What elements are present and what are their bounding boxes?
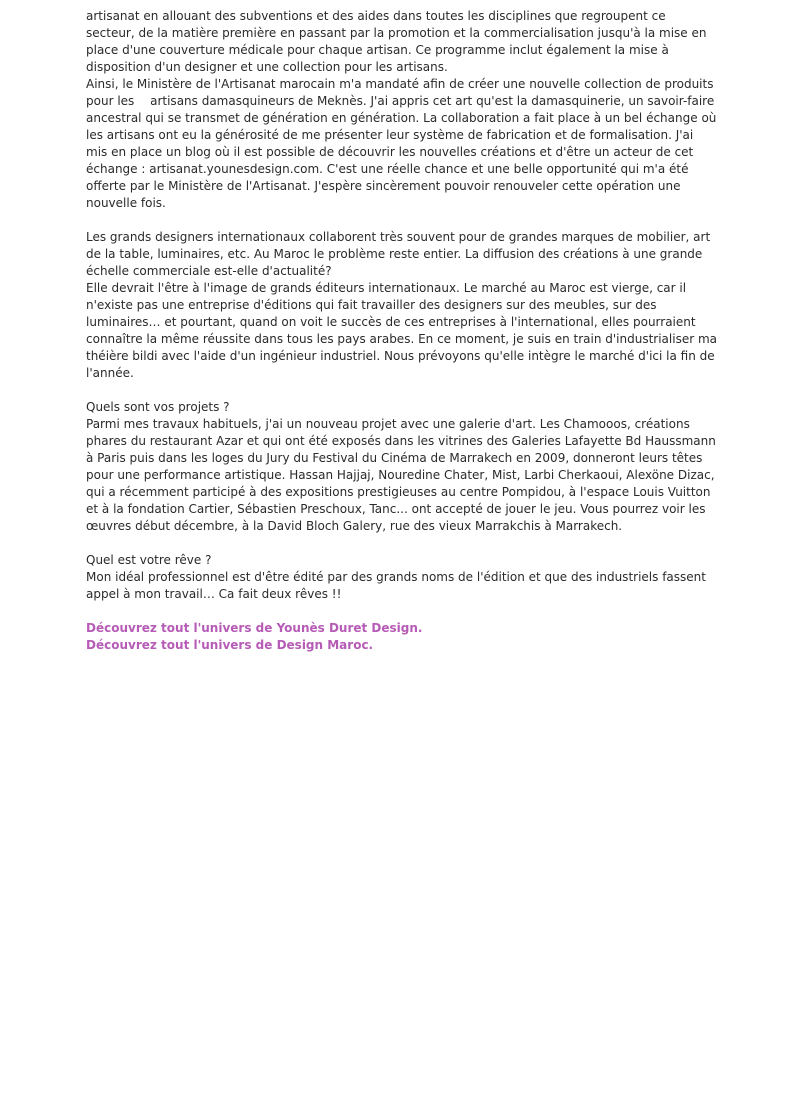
diffusion-question: Les grands designers internationaux collaborent très souvent pour de grandes marques de mobilier, art de la table, luminaires, etc. Au Maroc le problème reste entier. La diffusion des créations à une grande échelle commerciale est-elle d'actualité?: [86, 230, 711, 278]
reve-section: [86, 552, 718, 603]
projets-answer: Parmi mes travaux habituels, j'ai un nouveau projet avec une galerie d'art. Les Chamooos, créations phares du restaurant Azar et qui ont été exposés dans les vitrines des Galeries Lafayette Bd Haussmann à Paris puis dans les loges du Jury du Festival du Cinéma de Marrakech en 2009, donneront leurs têtes pour une performance artistique. Hassan Hajjaj, Nouredine Chater, Mist, Larbi Cherkaoui, Alexöne Dizac, qui a récemment participé à des expositions prestigieuses au centre Pompidou, à l'espace Louis Vuitton et à la fondation Cartier, Sébastien Preschoux, Tanc... ont accepté de jouer le jeu. Vous pourrez voir les œuvres début décembre, à la David Bloch Galery, rue des vieux Marrakchis à Marrakech.: [86, 417, 716, 533]
younes-duret-design-link[interactable]: Découvrez tout l'univers de Younès Duret Design.: [86, 621, 423, 635]
projets-question: Quels sont vos projets ?: [86, 400, 230, 414]
reve-question: Quel est votre rêve ?: [86, 553, 212, 567]
intro-paragraph-2-start: Ainsi, le Ministère de l'Artisanat marocain m'a mandaté afin de créer une nouvelle collection de produits pour les: [86, 77, 714, 108]
projets-section: [86, 399, 718, 535]
reve-answer: Mon idéal professionnel est d'être édité par des grands noms de l'édition et que des industriels fassent appel à mon travail… Ca fait deux rêves !!: [86, 570, 706, 601]
links-section: [86, 620, 718, 654]
diffusion-answer: Elle devrait l'être à l'image de grands éditeurs internationaux. Le marché au Maroc est vierge, car il n'existe pas une entreprise d'éditions qui fait travailler des designers sur des meubles, sur des luminaires… et pourtant, quand on voit le succès de ces entreprises à l'international, elles pourraient connaître la même réussite dans tous les pays arabes. En ce moment, je suis en train d'industrialiser ma théière bildi avec l'aide d'un ingénieur industriel. Nous prévoyons qu'elle intègre le marché d'ici la fin de l'année.: [86, 281, 718, 380]
article-body: [86, 8, 718, 654]
intro-paragraph-1: artisanat en allouant des subventions et des aides dans toutes les disciplines que regroupent ce secteur, de la matière première en passant par la promotion et la commercialisation jusqu'à la mise en place d'une couverture médicale pour chaque artisan. Ce programme inclut également la mise à disposition d'un designer et une collection pour les artisans.: [86, 9, 707, 74]
intro-paragraph-2: [86, 76, 718, 212]
intro-paragraph-2-rest: artisans damasquineurs de Meknès. J'ai appris cet art qu'est la damasquinerie, un savoir-faire ancestral qui se transmet de génération en génération. La collaboration a fait place à un bel échange où les artisans ont eu la générosité de me présenter leur système de fabrication et de formalisation. J'ai mis en place un blog où il est possible de découvrir les nouvelles créations et d'être un acteur de cet échange : artisanat.younesdesign.com. C'est une réelle chance et une belle opportunité qui m'a été offerte par le Ministère de l'Artisanat. J'espère sincèrement pouvoir renouveler cette opération une nouvelle fois.: [86, 94, 717, 210]
design-maroc-link[interactable]: Découvrez tout l'univers de Design Maroc.: [86, 638, 374, 652]
intro-section: [86, 8, 718, 212]
diffusion-section: [86, 229, 718, 382]
